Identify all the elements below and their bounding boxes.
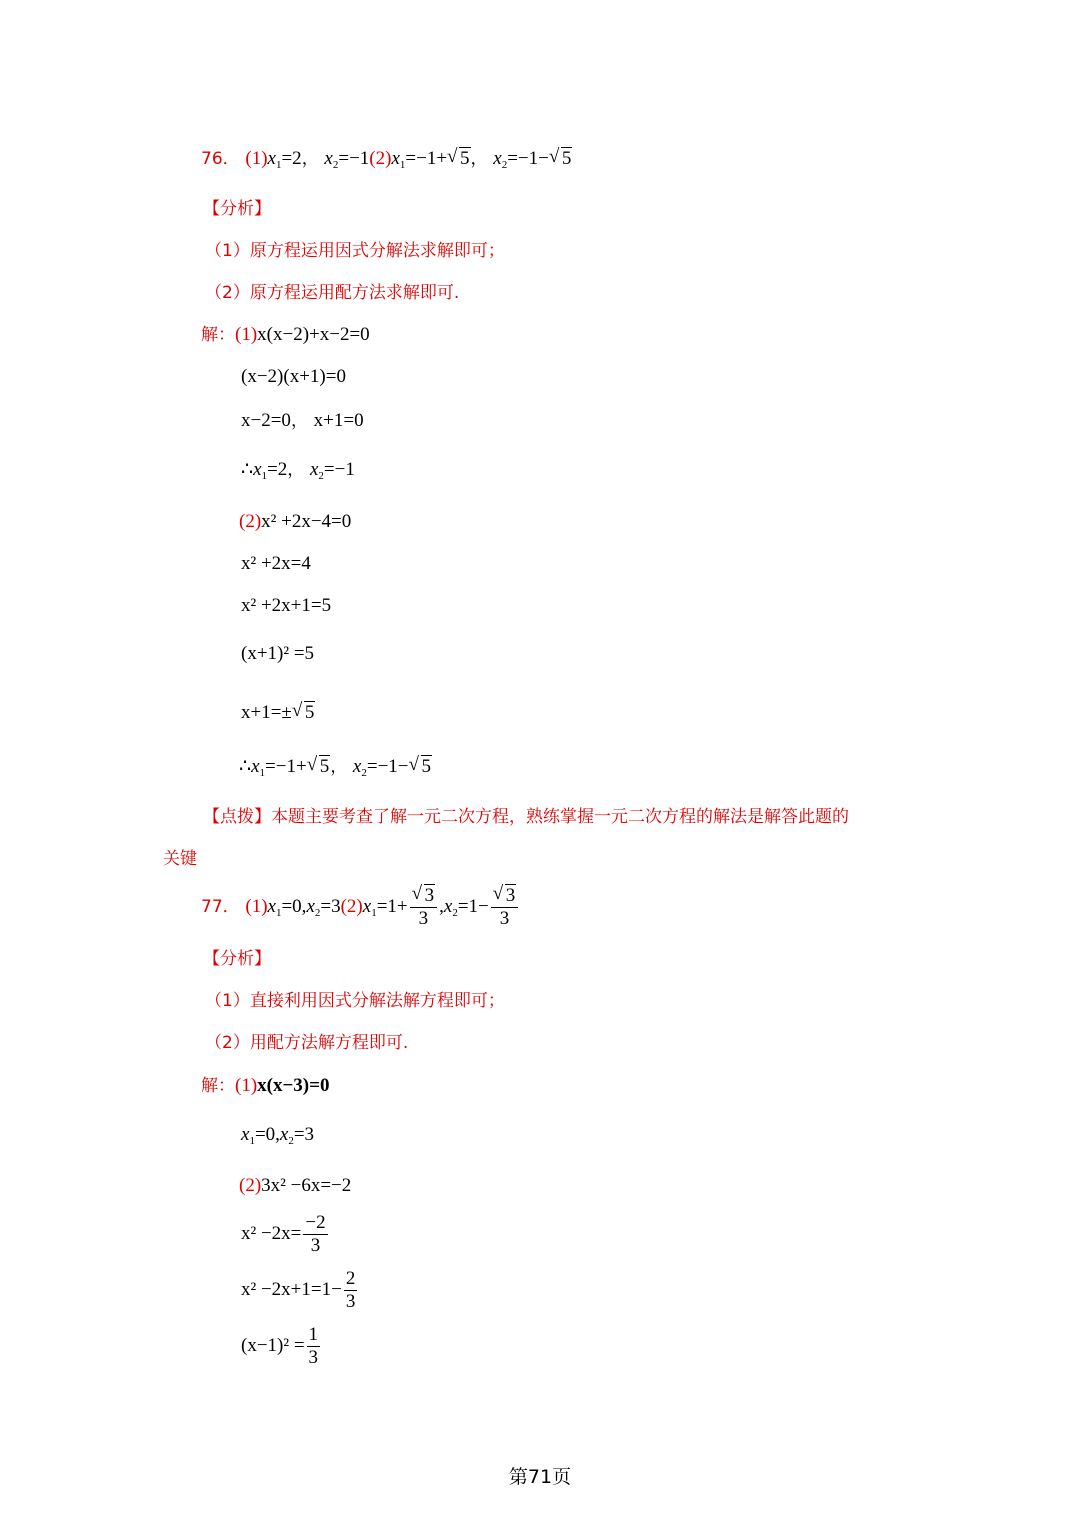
q77-solution-step4: x² −2x= $\frac{-2}{3}$ bbox=[241, 1212, 326, 1256]
q76-tip-cont: 关键 bbox=[163, 849, 197, 869]
q77-analysis-heading: 【分析】 bbox=[203, 949, 271, 969]
q76-solution-step7: x² +2x+1=5 bbox=[241, 595, 332, 616]
q77-answer: 77． $(1)x_1=0,x_2=3(2)x_1=1+$ √ $\frac{3}{3}$ $,x_2=1-$ √ $\frac{3}{3}$ bbox=[201, 885, 520, 930]
q76-analysis-1: （1）原方程运用因式分解法求解即可； bbox=[205, 241, 505, 261]
page-number: 第71页 bbox=[508, 1466, 572, 1488]
q76-solution-step3: x−2=0， x+1=0 bbox=[241, 410, 364, 431]
q76-solution-step6: x² +2x=4 bbox=[241, 553, 311, 574]
q76-solution-step8: (x+1)² =5 bbox=[241, 643, 315, 664]
q76-solution-step9: x+1=±√ 5 bbox=[241, 700, 315, 726]
q77-solution-step1: 解：(1)x(x−3)=0 bbox=[201, 1075, 330, 1096]
tip-heading: 【点拨】 bbox=[203, 807, 271, 827]
q77-analysis-1: （1）直接利用因式分解法解方程即可； bbox=[205, 991, 505, 1011]
q76-number: 76． bbox=[201, 149, 240, 169]
q76-solution-step2: (x−2)(x+1)=0 bbox=[241, 366, 346, 387]
q76-solution-step1: 解：(1)x(x−2)+x−2=0 bbox=[201, 324, 370, 345]
q76-solution-step4: $\therefore x_1=2$， $x_2=-1$ bbox=[241, 459, 355, 482]
q77-solution-step5: x² −2x+1=1− $\frac{2}{3}$ bbox=[241, 1268, 356, 1312]
q76-analysis-heading: 【分析】 bbox=[203, 199, 271, 219]
q77-solution-step2: $x_1=0,x_2=3$ bbox=[241, 1124, 315, 1147]
q76-solution-step5: (2)x² +2x−4=0 bbox=[239, 511, 352, 532]
q76-answer: 76． $(1)x_1=2$， $x_2=-1(2)x_1=-1+√$ 5， $x_2=-1-√$ 5 bbox=[201, 146, 572, 172]
q76-solution-step10: $\therefore x_1=-1+√$ 5， $x_2=-1-√$ 5 bbox=[239, 754, 432, 780]
q76-tip: 【点拨】本题主要考查了解一元二次方程，熟练掌握一元二次方程的解法是解答此题的 bbox=[203, 807, 849, 827]
q77-solution-step3: (2)3x² −6x=−2 bbox=[239, 1175, 352, 1196]
q77-solution-step6: (x−1)² = $\frac{1}{3}$ bbox=[241, 1324, 319, 1368]
q77-analysis-2: （2）用配方法解方程即可. bbox=[205, 1033, 409, 1053]
q77-number: 77． bbox=[201, 896, 240, 917]
q76-analysis-2: （2）原方程运用配方法求解即可. bbox=[205, 283, 460, 303]
